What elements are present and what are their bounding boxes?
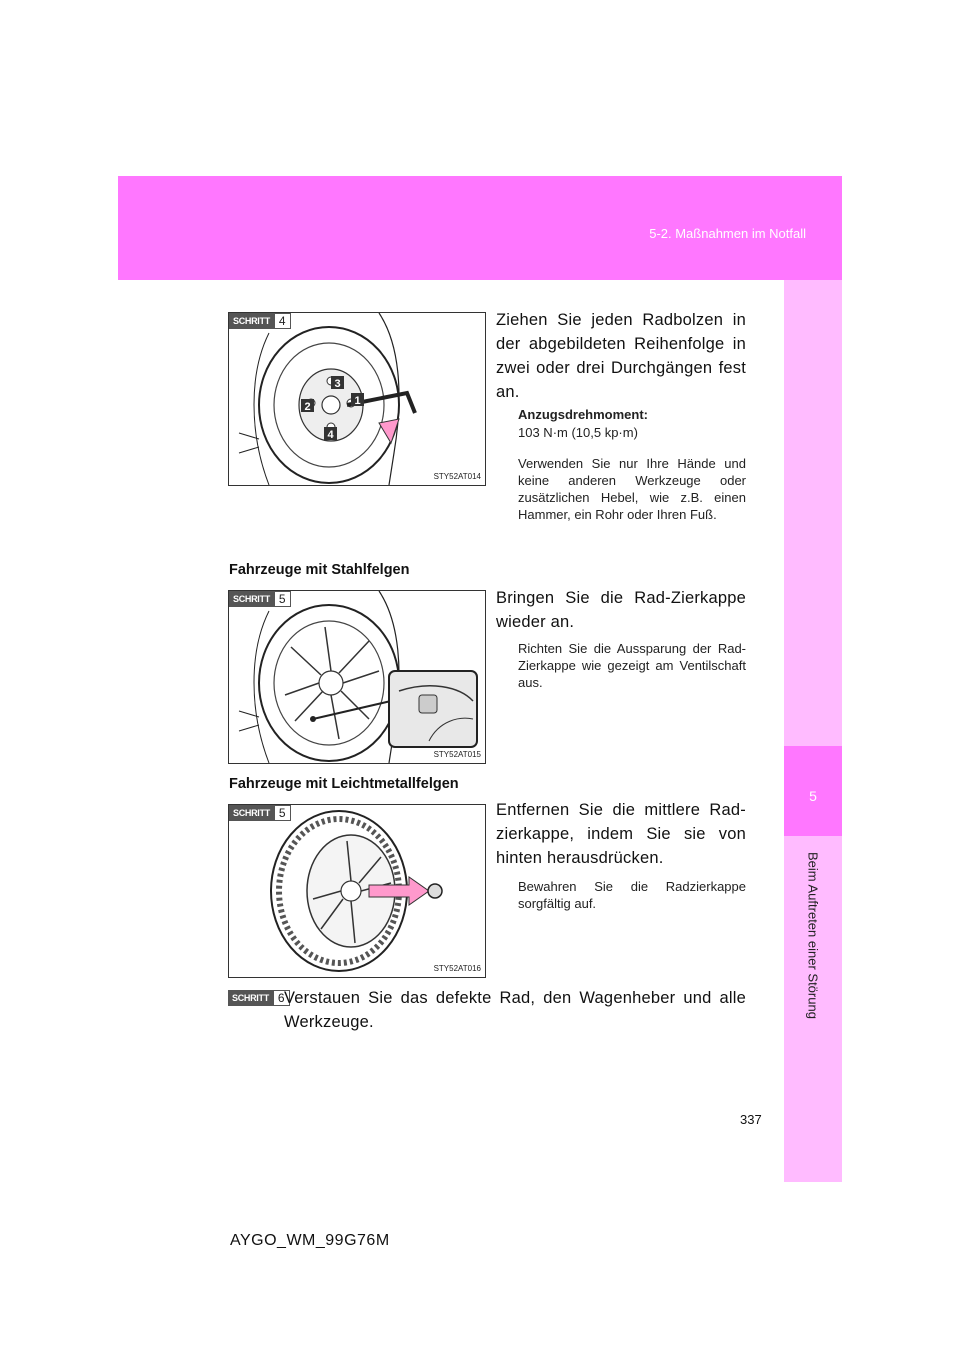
figure-wheel-cover xyxy=(228,590,486,764)
step-badge-number: 5 xyxy=(274,805,291,821)
bolt-label-4 xyxy=(324,427,337,441)
step-badge xyxy=(229,805,291,821)
step-badge-number: 4 xyxy=(274,313,291,329)
torque-label: Anzugsdrehmoment: xyxy=(518,407,648,422)
step-instruction: Entfernen Sie die mittlere Rad-zierkappe, indem Sie sie von hinten herausdrücken. xyxy=(496,801,746,867)
chapter-tab[interactable] xyxy=(784,746,842,836)
svg-text:4: 4 xyxy=(327,429,334,441)
step-badge xyxy=(228,990,290,1006)
step-badge-label: SCHRITT xyxy=(229,313,274,329)
section-heading: Fahrzeuge mit Stahlfelgen xyxy=(229,562,410,578)
step-instruction: Ziehen Sie jeden Radbolzen in der abgebildeten Reihenfolge in zwei oder drei Durchgängen fest an. xyxy=(496,311,746,401)
step-badge-label: SCHRITT xyxy=(228,990,273,1006)
step-badge-label: SCHRITT xyxy=(229,591,274,607)
step-badge-number: 6 xyxy=(273,990,290,1006)
figure-code: STY52AT014 xyxy=(433,472,481,481)
bolt-label-3 xyxy=(331,376,344,390)
section-heading: Fahrzeuge mit Leichtmetallfelgen xyxy=(229,776,459,792)
figure-tighten-bolts xyxy=(228,312,486,486)
step-note: Richten Sie die Aussparung der Rad-Zierkappe wie gezeigt am Ventilschaft aus. xyxy=(518,641,746,690)
wheel-bolts-illustration xyxy=(229,313,485,485)
torque-value: 103 N·m (10,5 kp·m) xyxy=(518,425,638,440)
svg-text:2: 2 xyxy=(304,401,311,413)
header-band xyxy=(118,176,842,280)
figure-code: STY52AT015 xyxy=(433,750,481,759)
step-badge-number: 5 xyxy=(274,591,291,607)
step-badge-label: SCHRITT xyxy=(229,805,274,821)
step-badge xyxy=(229,591,291,607)
figure-code: STY52AT016 xyxy=(433,964,481,973)
svg-text:1: 1 xyxy=(354,395,361,407)
figure-center-cap xyxy=(228,804,486,978)
svg-text:3: 3 xyxy=(334,378,341,390)
section-title: 5-2. Maßnahmen im Notfall xyxy=(649,226,806,241)
chapter-number: 5 xyxy=(809,788,817,804)
step-instruction: Bringen Sie die Rad-Zierkappe wieder an. xyxy=(496,589,746,631)
step-note: Verwenden Sie nur Ihre Hände und keine anderen Werkzeuge oder zusätzlichen Hebel, wie z.B. einen Hammer, ein Rohr oder Ihren Fuß. xyxy=(518,456,746,522)
bolt-label-1 xyxy=(351,393,364,407)
step-badge xyxy=(229,313,291,329)
page-number: 337 xyxy=(740,1112,762,1127)
bolt-label-2 xyxy=(301,399,314,413)
step-instruction: Verstauen Sie das defekte Rad, den Wagenheber und alle Werkzeuge. xyxy=(284,989,746,1031)
center-cap-illustration xyxy=(229,805,485,977)
wheel-cover-illustration xyxy=(229,591,485,763)
chapter-sidebar xyxy=(784,280,842,1182)
chapter-title: Beim Auftreten einer Störung xyxy=(805,852,821,1019)
document-code: AYGO_WM_99G76M xyxy=(230,1232,390,1249)
chapter-title-container xyxy=(800,852,826,1019)
step-note: Bewahren Sie die Radzierkappe sorgfältig auf. xyxy=(518,879,746,911)
